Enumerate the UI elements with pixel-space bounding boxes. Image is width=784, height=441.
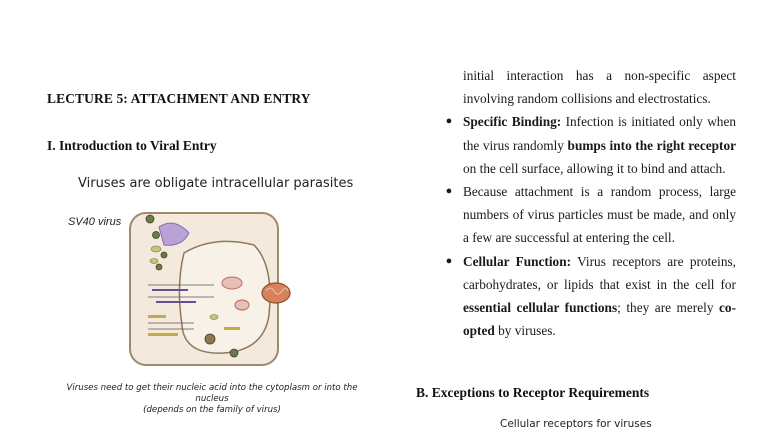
bullet-lead: Specific Binding:: [463, 114, 562, 130]
section-heading: I. Introduction to Viral Entry: [47, 138, 217, 153]
subsection-heading: B. Exceptions to Receptor Requirements: [416, 385, 650, 400]
figure-caption: [56, 383, 368, 416]
figure2-title: Cellular receptors for viruses: [500, 418, 652, 430]
lecture-title: LECTURE 5: ATTACHMENT AND ENTRY: [47, 91, 311, 106]
figure-caption-line1: Viruses need to get their nucleic acid into the cytoplasm or into the nucleus: [66, 383, 358, 404]
bullet-random-process: ● Because attachment is a random process, large numbers of virus particles must be made, and only a few are successful at entering the cell.: [444, 180, 736, 250]
bullet-dot-icon: ●: [445, 254, 453, 267]
external-mitochondrion: [262, 283, 290, 303]
figure-caption-line2: (depends on the family of virus): [143, 405, 281, 415]
virus-entry-diagram: [64, 205, 364, 375]
right-column: [444, 64, 736, 342]
intro-paragraph: initial interaction has a non-specific aspect involving random collisions and electrostatics.: [463, 68, 736, 107]
nuclear-particle: [205, 334, 215, 344]
bullet-dot-icon: ●: [445, 185, 453, 198]
figure-title: Viruses are obligate intracellular parasites: [78, 176, 354, 191]
bullet-dot-icon: ●: [445, 115, 453, 128]
bullet-cellular-function: ● Cellular Function: Virus receptors are proteins, carbohydrates, or lipids that exist in the cell for essential cellular functions; they are merely co-opted by viruses.: [444, 250, 736, 343]
virus-label: SV40 virus: [68, 216, 122, 228]
bullet-specific-binding: ● Specific Binding: Infection is initiated only when the virus randomly bumps into the right receptor on the cell surface, allowing it to bind and attach.: [444, 110, 736, 180]
bullet-lead: Cellular Function:: [463, 253, 572, 269]
